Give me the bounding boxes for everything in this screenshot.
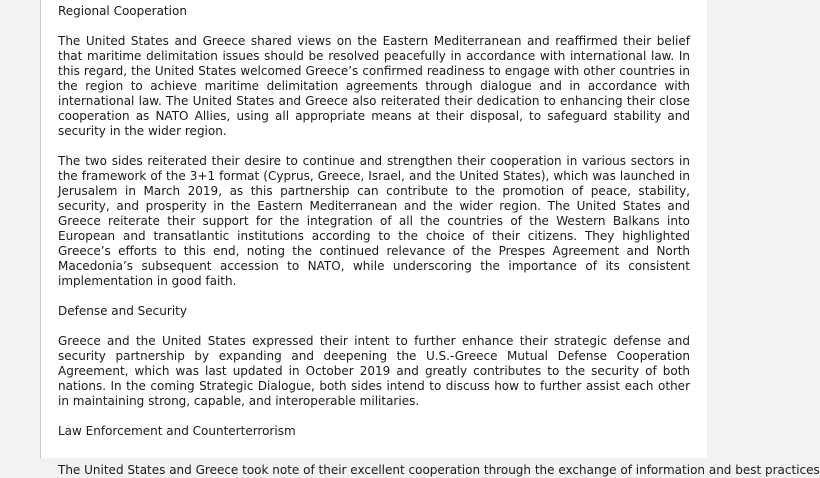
- document-content: [41, 0, 820, 477]
- paragraph: Greece and the United States expressed their intent to further enhance their strategic defense and security partnership by expanding and deepening the U.S.-Greece Mutual Defense Cooperation Agreement, which was last updated in October 2019 and greatly contributes to the security of both nations. In the coming Strategic Dialogue, both sides intend to discuss how to further assist each other in maintaining strong, capable, and interoperable militaries.: [58, 334, 690, 408]
- paragraph-partially-visible: The United States and Greece took note of their excellent cooperation through the exchange of information and best practices: [58, 463, 820, 477]
- paragraph: The two sides reiterated their desire to continue and strengthen their cooperation in various sectors in the framework of the 3+1 format (Cyprus, Greece, Israel, and the United States), which was launched in Jerusalem in March 2019, as this partnership can contribute to the promotion of peace, stability, security, and prosperity in the Eastern Mediterranean and the wider region. The United States and Greece reiterate their support for the integration of all the countries of the Western Balkans into European and transatlantic institutions according to the choice of their citizens. They highlighted Greece’s efforts to this end, noting the continued relevance of the Prespes Agreement and North Macedonia’s subsequent accession to NATO, while underscoring the importance of its consistent implementation in good faith.: [58, 154, 690, 288]
- section-heading-defense-and-security: Defense and Security: [58, 304, 187, 318]
- paragraph: The United States and Greece shared views on the Eastern Mediterranean and reaffirmed their belief that maritime delimitation issues should be resolved peacefully in accordance with international law. In this regard, the United States welcomed Greece’s confirmed readiness to engage with other countries in the region to achieve maritime delimitation agreements through dialogue and in accordance with international law. The United States and Greece also reiterated their dedication to enhancing their close cooperation as NATO Allies, using all appropriate means at their disposal, to safeguard stability and security in the wider region.: [58, 34, 690, 138]
- document-page: [40, 0, 820, 477]
- section-heading-law-enforcement: Law Enforcement and Counterterrorism: [58, 424, 296, 438]
- section-heading-regional-cooperation: Regional Cooperation: [58, 4, 187, 18]
